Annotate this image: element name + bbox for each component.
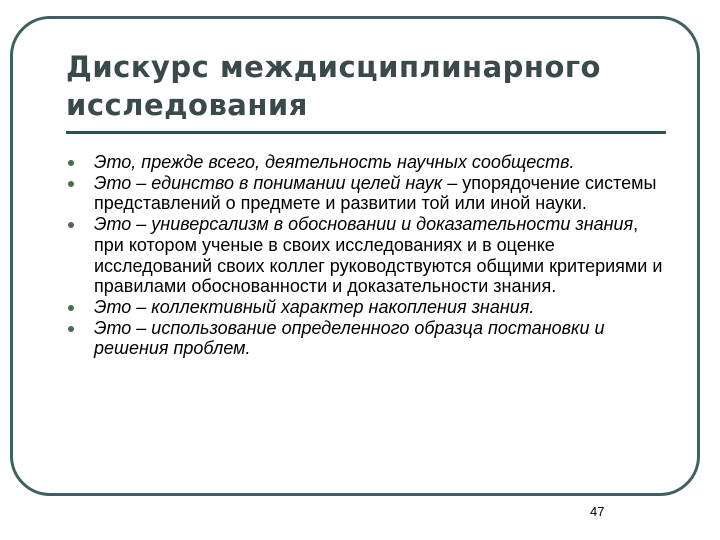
bullet-text-italic: Это, прежде всего, деятельность научных сообществ. bbox=[94, 152, 575, 172]
bullet-dot-icon bbox=[68, 181, 74, 187]
bullet-text-italic: Это – единство в понимании целей наук – bbox=[94, 172, 458, 193]
bullet-dot-icon bbox=[68, 305, 74, 311]
bullet-list bbox=[66, 152, 666, 359]
bullet-dot-icon bbox=[68, 160, 74, 166]
bullet-text: , при котором ученые в своих исследованиях и в оценке исследований своих коллег руководствуются общими критериями и правилами обоснованности и доказательности знания. bbox=[94, 214, 663, 297]
bullet-item bbox=[66, 173, 666, 214]
title-underline bbox=[66, 131, 666, 134]
bullet-text-italic: Это – универсализм в обосновании и доказательности знания bbox=[94, 214, 634, 235]
bullet-text-italic: Это – использование определенного образца постановки и решения проблем. bbox=[94, 317, 605, 359]
bullet-dot-icon bbox=[68, 222, 74, 228]
bullet-item bbox=[66, 297, 666, 318]
bullet-item bbox=[66, 318, 666, 359]
bullet-item bbox=[66, 214, 666, 297]
bullet-item bbox=[66, 152, 666, 173]
bullet-text-italic: Это – коллективный характер накопления знания. bbox=[94, 296, 535, 317]
bullet-dot-icon bbox=[68, 326, 74, 332]
page-number: 47 bbox=[590, 504, 605, 519]
bullet-text: упорядочение системы представлений о предмете и развитии той или иной науки. bbox=[94, 172, 657, 214]
slide-title: Дискурс междисциплинарного исследования bbox=[66, 50, 601, 122]
